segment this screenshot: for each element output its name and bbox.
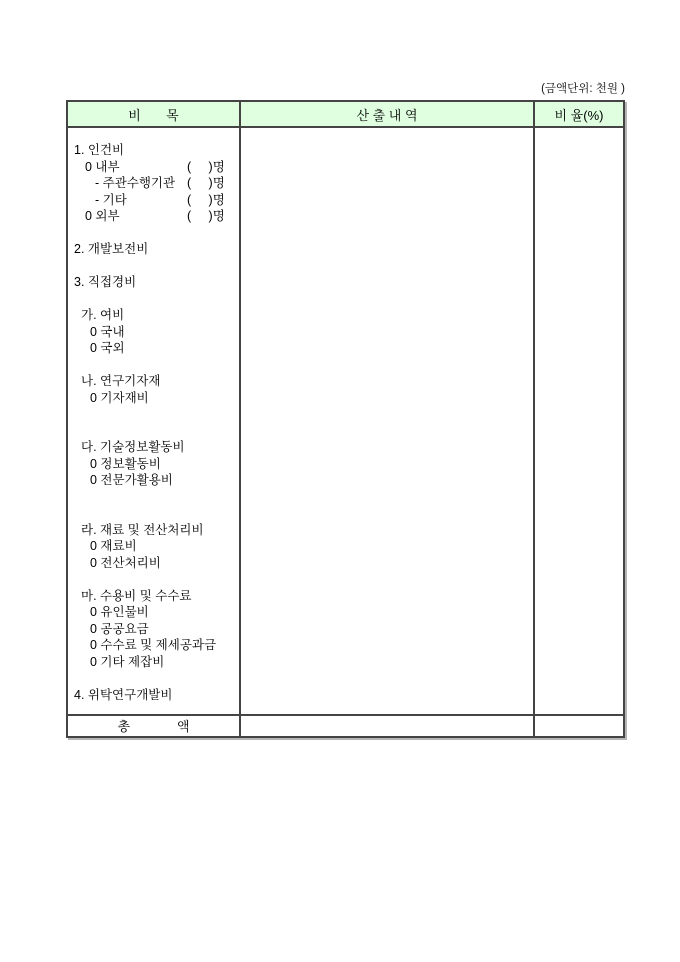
header-calculation-column: 산 출 내 역 xyxy=(240,101,534,127)
count-blank-field: ( )명 xyxy=(187,192,225,207)
total-label-cell: 총 액 xyxy=(67,715,240,737)
budget-line-label: - 기타 xyxy=(95,192,127,207)
budget-line xyxy=(68,142,239,159)
total-calculation-cell xyxy=(240,715,534,737)
budget-line xyxy=(68,505,239,522)
budget-line xyxy=(68,274,239,291)
budget-line xyxy=(68,489,239,506)
items-cell xyxy=(67,127,240,715)
budget-line-label: 0 외부 xyxy=(85,209,120,223)
budget-line xyxy=(68,555,239,572)
item-lines xyxy=(68,128,239,703)
budget-line-label: 2. 개발보전비 xyxy=(74,242,149,256)
budget-line xyxy=(68,340,239,357)
budget-line xyxy=(68,654,239,671)
budget-line xyxy=(68,588,239,605)
count-blank-field: ( )명 xyxy=(187,209,225,223)
budget-line xyxy=(68,423,239,440)
budget-line xyxy=(68,439,239,456)
count-blank-field: ( )명 xyxy=(187,176,225,190)
budget-line xyxy=(68,604,239,621)
budget-line-label: - 주관수행기관 xyxy=(95,176,176,190)
count-blank-field: ( )명 xyxy=(187,159,225,174)
budget-line xyxy=(68,307,239,324)
budget-line xyxy=(68,670,239,687)
budget-line-label: 0 내부 xyxy=(85,159,120,174)
budget-line-label: 3. 직접경비 xyxy=(74,275,137,289)
budget-line-label: 4. 위탁연구개발비 xyxy=(74,687,173,702)
budget-line xyxy=(68,406,239,423)
calculation-cell xyxy=(240,127,534,715)
header-item-column: 비 목 xyxy=(67,101,240,127)
budget-line-label: 0 재료비 xyxy=(90,539,137,553)
budget-line xyxy=(68,390,239,407)
budget-line xyxy=(68,291,239,308)
budget-line-label: 나. 연구기자재 xyxy=(81,374,161,388)
budget-line-label: 0 정보활동비 xyxy=(90,456,161,471)
budget-line-label: 0 유인물비 xyxy=(90,605,149,619)
budget-line-label: 라. 재료 및 전산처리비 xyxy=(81,522,204,537)
budget-line xyxy=(68,175,239,192)
budget-line xyxy=(68,324,239,341)
budget-line-label: 0 공공요금 xyxy=(90,621,149,636)
budget-line xyxy=(68,225,239,242)
budget-line-label: 0 전산처리비 xyxy=(90,555,161,570)
budget-line xyxy=(68,621,239,638)
budget-line-label: 마. 수용비 및 수수료 xyxy=(81,588,192,603)
budget-line-label: 0 국외 xyxy=(90,341,125,355)
ratio-cell xyxy=(534,127,624,715)
amount-unit-note: (금액단위: 천원 ) xyxy=(541,83,625,95)
budget-line-label: 가. 여비 xyxy=(81,308,125,322)
budget-line xyxy=(68,258,239,275)
budget-line-label: 0 수수료 및 제세공과금 xyxy=(90,638,217,652)
budget-line-label: 0 전문가활용비 xyxy=(90,473,173,487)
budget-line xyxy=(68,472,239,489)
body-row xyxy=(67,127,624,715)
budget-line xyxy=(68,159,239,176)
budget-line-label: 다. 기술정보활동비 xyxy=(81,440,185,454)
budget-line xyxy=(68,192,239,209)
budget-line xyxy=(68,637,239,654)
budget-line xyxy=(68,241,239,258)
budget-line xyxy=(68,538,239,555)
budget-line xyxy=(68,373,239,390)
budget-line xyxy=(68,522,239,539)
budget-line-label: 0 국내 xyxy=(90,324,125,339)
header-ratio-column: 비 율(%) xyxy=(534,101,624,127)
budget-line xyxy=(68,357,239,374)
total-row xyxy=(67,715,624,737)
budget-line xyxy=(68,208,239,225)
budget-table xyxy=(66,100,625,738)
budget-line-label: 0 기타 제잡비 xyxy=(90,654,165,669)
budget-line xyxy=(68,571,239,588)
budget-line xyxy=(68,687,239,704)
budget-line xyxy=(68,456,239,473)
budget-line-label: 1. 인건비 xyxy=(74,143,125,157)
header-row xyxy=(67,101,624,127)
budget-line-label: 0 기자재비 xyxy=(90,390,149,405)
total-ratio-cell xyxy=(534,715,624,737)
